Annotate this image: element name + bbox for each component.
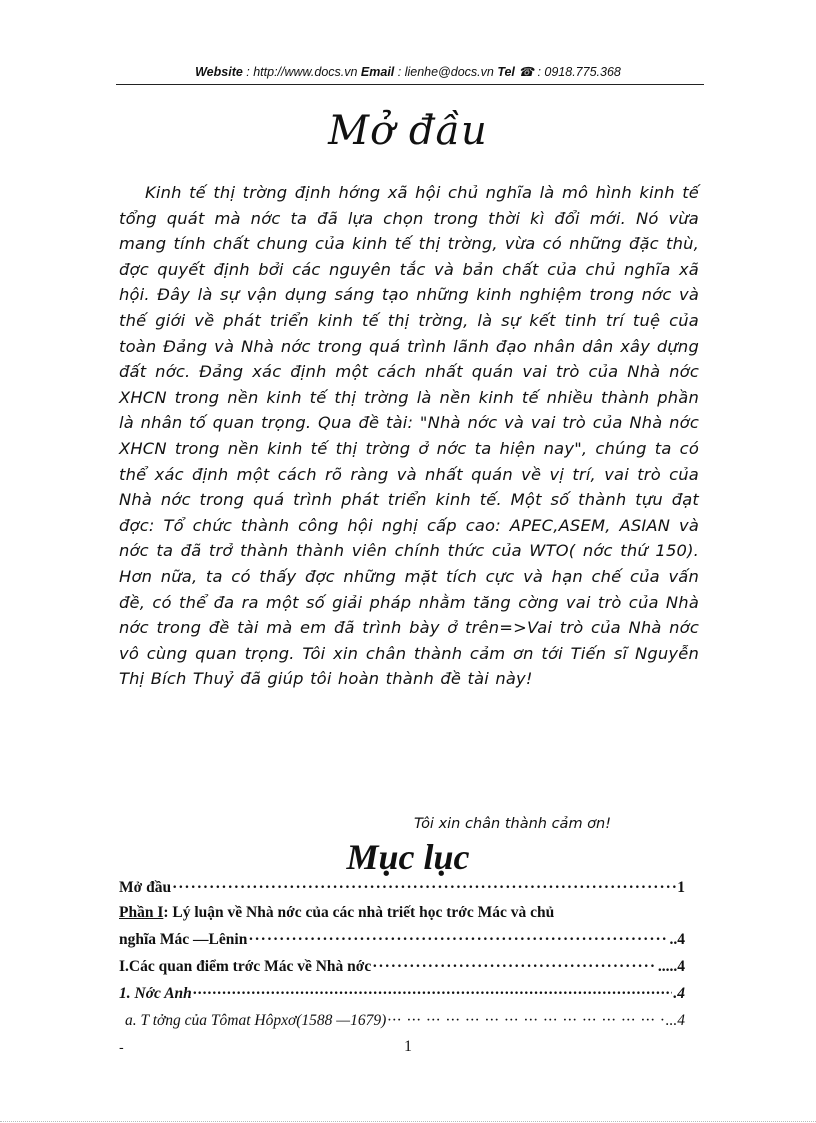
- toc-leader: [193, 980, 673, 1007]
- toc-entry-label: : Lý luận về Nhà nớc của các nhà triết học trớc Mác và chủ: [163, 904, 555, 921]
- intro-paragraph: Kinh tế thị trờng định hớng xã hội chủ nghĩa là mô hình kinh tế tổng quát mà nớc ta đã lựa chọn trong thời kì đổi mới. Nó vừa mang tính chất chung của kinh tế thị trờng, vừa có những đặc thù, đợc quyết định bởi các nguyên tắc và bản chất của chủ nghĩa xã hội. Đây là sự vận dụng sáng tạo những kinh nghiệm trong nớc và thế giới về phát triển kinh tế thị trờng, là sự kết tinh trí tuệ của toàn Đảng và Nhà nớc trong quá trình lãnh đạo nhân dân xây dựng đất nớc. Đảng xác định một cách nhất quán vai trò của Nhà nớc XHCN trong nền kinh tế thị trờng là nền kinh tế nhiều thành phần là nhân tố quan trọng. Qua đề tài: "Nhà nớc và vai trò của Nhà nớc XHCN trong nền kinh tế thị trờng ở nớc ta hiện nay", chúng ta có thể xác định một cách rõ ràng và nhất quán về vị trí, vai trò của Nhà nớc trong quá trình phát triển kinh tế. Một số thành tựu đạt đợc: Tổ chức thành công hội nghị cấp cao: APEC,ASEM, ASIAN và nớc ta đã trở thành thành viên chính thức của WTO( nớc thứ 150). Hơn nữa, ta có thấy đợc những mặt tích cực và hạn chế của vấn đề, có thể đa ra một số giải pháp nhằm tăng cờng vai trò của Nhà nớc trong đề tài mà em đã trình bày ở trên=>Vai trò của Nhà nớc vô cùng quan trọng. Tôi xin chân thành cảm ơn tới Tiến sĩ Nguyễn Thị Bích Thuỷ đã giúp tôi hoàn thành đề tài này!: [119, 183, 699, 689]
- footer-dash: -: [119, 1040, 124, 1056]
- toc-leader: [172, 877, 676, 899]
- toc-entry-label: Mở đầu: [119, 879, 172, 896]
- email-value: : lienhe@docs.vn: [394, 65, 498, 79]
- toc-title: Mục lục: [346, 837, 470, 877]
- page-bottom-divider: [0, 1121, 816, 1122]
- toc-leader: [248, 926, 668, 953]
- toc-entry-label: a. T tởng của Tômat Hôpxơ(1588 —1679): [125, 1012, 387, 1029]
- page-title: Mở đầu: [328, 108, 488, 154]
- toc-entry-phan-1-cont[interactable]: [119, 926, 685, 953]
- phone-icon: ☎: [518, 65, 534, 79]
- toc-entry-page: .....4: [657, 958, 685, 975]
- toc-leader: [372, 953, 657, 980]
- toc-entry-section-1[interactable]: [119, 953, 685, 980]
- toc-entry-phan-1[interactable]: [119, 899, 685, 926]
- thanks-line: Tôi xin chân thành cảm ơn!: [414, 816, 612, 832]
- website-label: Website: [195, 65, 243, 79]
- toc-entry-label: 1. Nớc Anh: [119, 985, 192, 1002]
- page-header: [0, 64, 816, 79]
- toc-entry-page: .4: [673, 985, 685, 1002]
- tel-label: Tel: [497, 65, 515, 79]
- toc-entry-label: nghĩa Mác —Lênin: [119, 931, 248, 948]
- intro-body: [119, 180, 699, 692]
- toc-entry-page: 1: [677, 879, 685, 896]
- page-number: 1: [404, 1038, 412, 1055]
- table-of-contents: [119, 877, 685, 1034]
- toc-entry-prefix: Phần I: [119, 904, 164, 921]
- header-divider: [116, 84, 704, 85]
- website-value: : http://www.docs.vn: [242, 65, 361, 79]
- email-label: Email: [360, 65, 395, 79]
- toc-entry-nuoc-anh[interactable]: [119, 980, 685, 1007]
- toc-entry-hopxo[interactable]: [119, 1007, 685, 1034]
- toc-leader: [387, 1007, 664, 1034]
- toc-entry-mo-dau[interactable]: [119, 877, 685, 899]
- toc-entry-page: ..4: [669, 931, 685, 948]
- toc-entry-label: I.Các quan điểm trớc Mác về Nhà nớc: [119, 958, 372, 975]
- toc-entry-page: ...4: [665, 1012, 685, 1029]
- tel-value: : 0918.775.368: [533, 65, 621, 79]
